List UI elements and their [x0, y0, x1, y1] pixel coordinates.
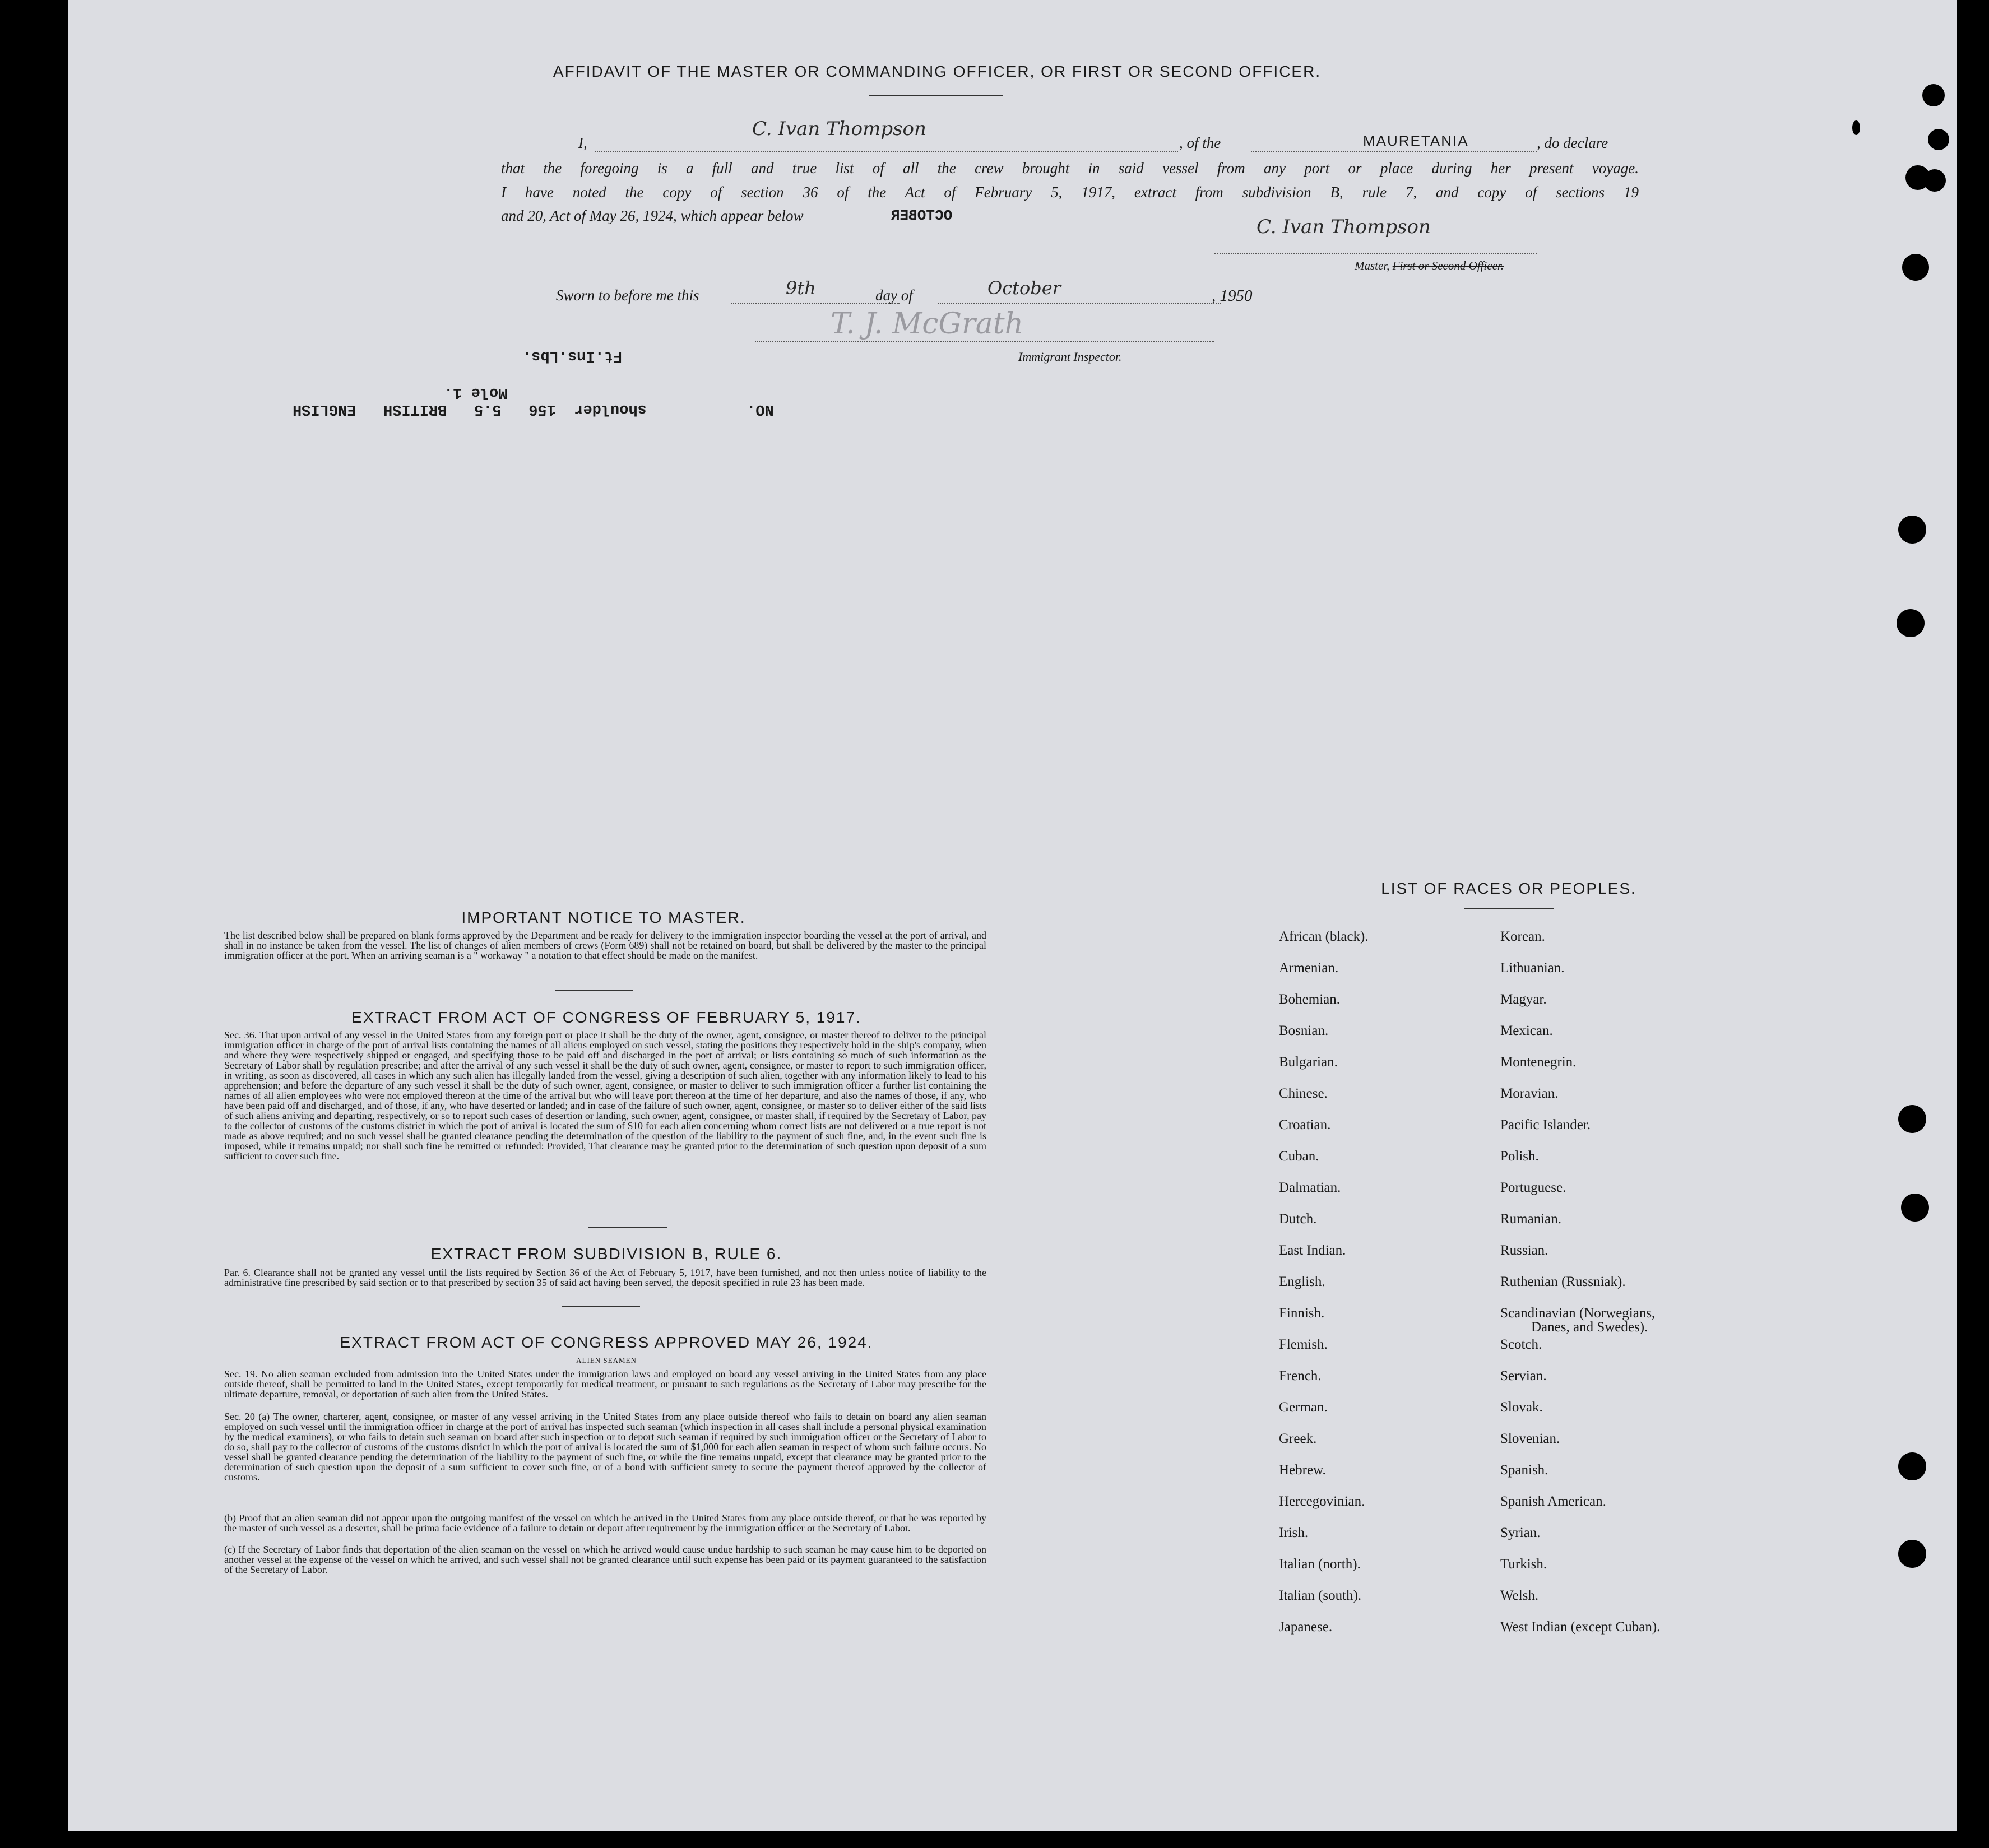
- punch-hole: [1901, 1194, 1929, 1222]
- race-left-item: English.: [1279, 1274, 1325, 1289]
- extract-1917-divider: [588, 1227, 667, 1228]
- inspector-signature: T. J. McGrath: [831, 307, 1024, 341]
- race-right-item: Slovak.: [1500, 1400, 1543, 1415]
- notice-body: The list described below shall be prepared on blank forms approved by the Department and be ready for delivery to the immigration inspector boarding the vessel at the port of arrival, and shall in no instance be taken from the vessel. The list of changes of alien members of crews (Form 689) shall not be retained on board, but shall be delivered by the master to the principal immigration officer at the port. When an arriving seaman is a " workaway " a notation to that effect should be made on the manifest.: [224, 930, 986, 961]
- race-left-item: African (black).: [1279, 929, 1369, 944]
- notice-divider: [555, 990, 633, 991]
- race-left-item: Chinese.: [1279, 1086, 1328, 1101]
- inspector-label: Immigrant Inspector.: [1018, 350, 1122, 364]
- signature-line: [1214, 253, 1537, 254]
- stamped-units: Ft.Ins.Lbs.: [522, 347, 623, 364]
- notice-title: IMPORTANT NOTICE TO MASTER.: [461, 909, 746, 926]
- race-left-item: German.: [1279, 1400, 1328, 1415]
- race-right-item: Spanish American.: [1500, 1494, 1606, 1509]
- do-declare-label: , do declare: [1537, 134, 1608, 151]
- race-right-item: Russian.: [1500, 1243, 1548, 1258]
- race-right-item: Slovenian.: [1500, 1431, 1560, 1446]
- master-label: Master,: [1355, 259, 1393, 272]
- race-left-item: Italian (south).: [1279, 1588, 1362, 1603]
- subdivision-divider: [562, 1306, 640, 1307]
- punch-hole: [1928, 129, 1949, 150]
- vessel-name: MAURETANIA: [1363, 132, 1469, 149]
- race-left-item: Flemish.: [1279, 1337, 1328, 1352]
- sworn-label: Sworn to before me this: [556, 287, 699, 304]
- race-left-item: Dutch.: [1279, 1211, 1317, 1227]
- declaration-line-1: that the foregoing is a full and true list of all the crew brought in said vessel from any port or place during her present voyage.: [501, 160, 1639, 177]
- extract-1924-subtitle: ALIEN SEAMEN: [576, 1356, 637, 1364]
- race-right-item: Servian.: [1500, 1368, 1547, 1383]
- extract-1924-title: EXTRACT FROM ACT OF CONGRESS APPROVED MAY 26, 1924.: [340, 1334, 873, 1351]
- race-left-item: Greek.: [1279, 1431, 1317, 1446]
- stamped-mole: Mole 1.: [444, 384, 508, 401]
- extract-1924-sec20a: Sec. 20 (a) The owner, charterer, agent, consignee, or master of any vessel arriving in the United States from any place outside thereof who fails to detain on board any alien seaman employed on such vessel until the immigration officer in charge at the port of arrival has inspected such seaman (which inspection in all cases shall include a personal physical examination by the medical examiners), or who fails to detain such seaman on board after such inspection or to deport such seaman if required by such immigration officer or the Secretary of Labor to do so, shall pay to the collector of customs of the customs district in which the port of arrival is located the sum of $1,000 for each alien seaman in respect of whom such failure occurs. No vessel shall be granted clearance pending the determination of the liability to the payment of such fine, or while the fine remains unpaid, except that clearance may be granted prior to the determination of such question upon the deposit of a sum sufficient to cover such fine, or of a bond with sufficient surety to secure the payment thereof approved by the collector of customs.: [224, 1411, 986, 1483]
- stamped-crew-entry: NO. shoulder 156 5.5 BRITISH ENGLISH: [293, 401, 774, 417]
- race-right-item: Ruthenian (Russniak).: [1500, 1274, 1626, 1289]
- races-title-underline: [1464, 908, 1554, 909]
- race-right-item: Welsh.: [1500, 1588, 1539, 1603]
- punch-hole: [1897, 609, 1925, 637]
- race-right-item: Turkish.: [1500, 1557, 1547, 1572]
- race-right-item: Polish.: [1500, 1149, 1539, 1164]
- race-left-item: French.: [1279, 1368, 1322, 1383]
- race-right-item-continued: Danes, and Swedes).: [1531, 1320, 1648, 1335]
- race-left-item: Finnish.: [1279, 1306, 1325, 1321]
- subdivision-title: EXTRACT FROM SUBDIVISION B, RULE 6.: [430, 1245, 782, 1262]
- race-right-item: Portuguese.: [1500, 1180, 1566, 1195]
- race-right-item: Spanish.: [1500, 1462, 1548, 1478]
- name-field-line: [595, 151, 1178, 152]
- race-left-item: Hercegovinian.: [1279, 1494, 1365, 1509]
- extract-1924-sec20c: (c) If the Secretary of Labor finds that deportation of the alien seaman on the vessel on which he arrived would cause undue hardship to such seaman he may cause him to be deported on another vessel at the expense of the vessel on which he arrived, and such vessel shall not be granted clearance until such expense has been paid or its payment guaranteed to the satisfaction of the Secretary of Labor.: [224, 1544, 986, 1575]
- declaration-line-2: I have noted the copy of section 36 of the Act of February 5, 1917, extract from subdivision B, rule 7, and copy of sections 19: [501, 184, 1639, 201]
- declaration-line-3: and 20, Act of May 26, 1924, which appear below: [501, 207, 804, 224]
- i-label: I,: [578, 134, 587, 151]
- title-underline: [869, 95, 1003, 96]
- master-signature: C. Ivan Thompson: [1257, 216, 1431, 238]
- extract-1924-sec19: Sec. 19. No alien seaman excluded from admission into the United States under the immigration laws and employed on board any vessel arriving in the United States from any place outside thereof, shall be permitted to land in the United States, except temporarily for medical treatment, or pursuant to such regulations as the Secretary of Labor may prescribe for the ultimate departure, removal, or deportation of such alien from the United States.: [224, 1368, 986, 1400]
- sworn-month-handwritten: October: [987, 277, 1061, 299]
- race-right-item: Mexican.: [1500, 1023, 1553, 1038]
- race-left-item: Bosnian.: [1279, 1023, 1329, 1038]
- punch-hole: [1898, 1452, 1926, 1480]
- race-left-item: Hebrew.: [1279, 1462, 1326, 1478]
- race-right-item: Scandinavian (Norwegians,: [1500, 1306, 1656, 1321]
- vessel-field-line: [1251, 151, 1537, 152]
- race-right-item: Rumanian.: [1500, 1211, 1562, 1227]
- race-right-item: Pacific Islander.: [1500, 1117, 1591, 1132]
- race-left-item: Dalmatian.: [1279, 1180, 1341, 1195]
- punch-hole: [1898, 516, 1926, 544]
- extract-1917-body: Sec. 36. That upon arrival of any vessel in the United States from any foreign port or place it shall be the duty of the owner, agent, consignee, or master thereof to deliver to the principal immigration officer in charge of the port of arrival lists containing the names of all aliens employed on such vessel, stating the positions they respectively hold in the ship's company, when and where they were respectively shipped or engaged, and specifying those to be paid off and discharged in the port of arrival; or lists containing so much of such information as the Secretary of Labor shall by regulation prescribe; and after the arrival of any such vessel it shall be the duty of such owner, agent, consignee, or master to report to such immigration officer, in writing, as soon as discovered, all cases in which any such alien has illegally landed from the vessel, giving a description of such alien, together with any information likely to lead to his apprehension; and before the departure of any such vessel it shall be the duty of such owner, agent, consignee, or master to deliver to such immigration officer a further list containing the names of all alien employees who were not employed thereon at the time of the arrival but who will leave port thereon at the time of her departure, and also the names of those, if any, who have been paid off and discharged, and of those, if any, who have deserted or landed; and in case of the failure of such owner, agent, consignee, or master so to deliver either of the said lists of such aliens arriving and departing, respectively, or so to report such cases of desertion or landing, such owner, agent, consignee, or master shall, if required by the Secretary of Labor, pay to the collector of customs of the customs district in which the port of arrival is located the sum of $10 for each alien concerning whom correct lists are not delivered or a true report is not made as above required; and no such vessel shall be granted clearance pending the determination of the question of the liability to the payment of such fine, and, in the event such fine is imposed, while it remains unpaid; nor shall such fine be remitted or refunded: Provided, That clearance may be granted prior to the determination of such question upon deposit of a sum sufficient to cover such fine.: [224, 1029, 986, 1162]
- race-right-item: Magyar.: [1500, 992, 1547, 1007]
- sworn-day-handwritten: 9th: [786, 277, 816, 299]
- punch-hole: [1923, 169, 1946, 192]
- races-title: LIST OF RACES OR PEOPLES.: [1381, 880, 1636, 897]
- race-left-item: Armenian.: [1279, 960, 1339, 976]
- day-of-label: day of: [875, 287, 913, 304]
- punch-hole: [1898, 1105, 1926, 1133]
- master-name-handwritten: C. Ivan Thompson: [752, 118, 926, 140]
- extract-1917-title: EXTRACT FROM ACT OF CONGRESS OF FEBRUARY 5, 1917.: [351, 1009, 861, 1026]
- race-right-item: Moravian.: [1500, 1086, 1559, 1101]
- race-left-item: Bohemian.: [1279, 992, 1341, 1007]
- officer-struck-label: First or Second Officer.: [1392, 259, 1504, 272]
- race-left-item: Cuban.: [1279, 1149, 1319, 1164]
- sworn-year: , 1950: [1212, 287, 1253, 305]
- race-right-item: Lithuanian.: [1500, 960, 1565, 976]
- race-left-item: Bulgarian.: [1279, 1055, 1338, 1070]
- punch-hole: [1852, 120, 1860, 135]
- punch-hole: [1902, 254, 1929, 281]
- race-left-item: Italian (north).: [1279, 1557, 1361, 1572]
- race-right-item: Scotch.: [1500, 1337, 1542, 1352]
- of-the-label: , of the: [1179, 134, 1221, 151]
- race-left-item: Irish.: [1279, 1525, 1309, 1540]
- race-left-item: Japanese.: [1279, 1619, 1333, 1635]
- punch-hole: [1922, 84, 1945, 106]
- subdivision-body: Par. 6. Clearance shall not be granted any vessel until the lists required by Section 36 of the Act of February 5, 1917, have been furnished, and not then unless notice of liability to the administrative fine prescribed by said section or to that prescribed by section 35 of said act having been served, the deposit specified in rule 23 has been made.: [224, 1267, 986, 1288]
- affidavit-title: AFFIDAVIT OF THE MASTER OR COMMANDING OFFICER, OR FIRST OR SECOND OFFICER.: [553, 63, 1322, 80]
- stamped-month: OCTOBER: [891, 207, 953, 224]
- extract-1924-sec20b: (b) Proof that an alien seaman did not appear upon the outgoing manifest of the vessel on which he arrived in the United States from any place outside thereof, or that he was reported by the master of such vessel as a deserter, shall be prima facie evidence of a failure to detain or deport after requirement by the immigration officer or the Secretary of Labor.: [224, 1512, 986, 1534]
- race-left-item: Croatian.: [1279, 1117, 1331, 1132]
- race-right-item: Korean.: [1500, 929, 1545, 944]
- document-page: [68, 0, 1957, 1831]
- punch-hole: [1898, 1540, 1926, 1568]
- inspector-line: [755, 341, 1214, 342]
- month-field-line: [938, 303, 1221, 304]
- day-field-line: [731, 303, 900, 304]
- race-right-item: Syrian.: [1500, 1525, 1541, 1540]
- master-role: [1355, 259, 1504, 273]
- race-right-item: West Indian (except Cuban).: [1500, 1619, 1661, 1635]
- race-right-item: Montenegrin.: [1500, 1055, 1577, 1070]
- race-left-item: East Indian.: [1279, 1243, 1346, 1258]
